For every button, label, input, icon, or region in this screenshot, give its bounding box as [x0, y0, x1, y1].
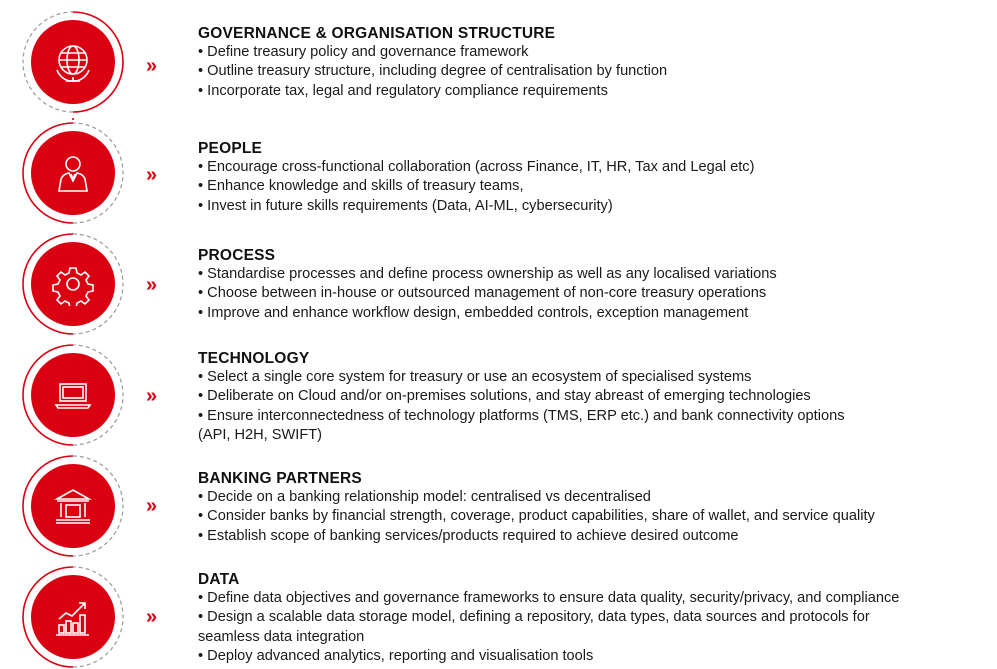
bullet-item: • Choose between in-house or outsourced management of non-core treasury operations: [198, 284, 993, 303]
bullet-item: • Improve and enhance workflow design, embedded controls, exception management: [198, 304, 993, 323]
chevron-icon: »: [146, 164, 156, 186]
section-heading: PEOPLE: [198, 140, 263, 157]
growth-chart-icon: [51, 595, 95, 639]
bullet-item: • Consider banks by financial strength, coverage, product capabilities, share of wallet, and service quality: [198, 507, 993, 526]
gear-icon: [51, 262, 95, 306]
data-badge: [21, 565, 125, 669]
section-heading: PROCESS: [198, 247, 276, 264]
icon-disc: [31, 131, 115, 215]
bullet-list: [198, 158, 993, 216]
governance-badge: [21, 10, 125, 114]
laptop-icon: [51, 373, 95, 417]
icon-disc: [31, 464, 115, 548]
banking-badge: [21, 454, 125, 558]
icon-disc: [31, 20, 115, 104]
bullet-item: • Outline treasury structure, including degree of centralisation by function: [198, 62, 993, 81]
bullet-item: • Ensure interconnectedness of technology platforms (TMS, ERP etc.) and bank connectivity options: [198, 407, 993, 426]
bullet-item: • Incorporate tax, legal and regulatory compliance requirements: [198, 82, 993, 101]
bullet-item: • Encourage cross-functional collaboration (across Finance, IT, HR, Tax and Legal etc): [198, 158, 993, 177]
chevron-icon: »: [146, 606, 156, 628]
bullet-item: • Enhance knowledge and skills of treasury teams,: [198, 177, 993, 196]
chevron-icon: »: [146, 385, 156, 407]
chevron-icon: »: [146, 274, 156, 296]
bullet-list: [198, 368, 993, 446]
section-heading: DATA: [198, 571, 240, 588]
bullet-item: • Define treasury policy and governance framework: [198, 43, 993, 62]
bullet-item: • Decide on a banking relationship model: centralised vs decentralised: [198, 488, 993, 507]
icon-disc: [31, 242, 115, 326]
bullet-item: • Design a scalable data storage model, defining a repository, data types, data sources and protocols for: [198, 608, 993, 627]
people-badge: [21, 121, 125, 225]
bullet-list: [198, 589, 993, 667]
section-heading: TECHNOLOGY: [198, 350, 310, 367]
bullet-list: [198, 43, 993, 101]
technology-badge: [21, 343, 125, 447]
bullet-item: • Establish scope of banking services/products required to achieve desired outcome: [198, 527, 993, 546]
process-badge: [21, 232, 125, 336]
icon-disc: [31, 353, 115, 437]
bullet-list: [198, 488, 993, 546]
bullet-list: [198, 265, 993, 323]
section-heading: GOVERNANCE & ORGANISATION STRUCTURE: [198, 25, 556, 42]
bullet-continuation: seamless data integration: [198, 628, 365, 645]
bullet-item: • Invest in future skills requirements (Data, AI-ML, cybersecurity): [198, 197, 993, 216]
globe-icon: [51, 40, 95, 84]
chevron-icon: »: [146, 55, 156, 77]
bullet-item: • Standardise processes and define process ownership as well as any localised variations: [198, 265, 993, 284]
section-heading: BANKING PARTNERS: [198, 470, 362, 487]
bank-icon: [51, 484, 95, 528]
bullet-item: • Deploy advanced analytics, reporting and visualisation tools: [198, 647, 993, 666]
bullet-continuation: (API, H2H, SWIFT): [198, 427, 323, 444]
person-icon: [51, 151, 95, 195]
chevron-icon: »: [146, 495, 156, 517]
bullet-item: • Deliberate on Cloud and/or on-premises solutions, and stay abreast of emerging technologies: [198, 387, 993, 406]
bullet-item: • Select a single core system for treasury or use an ecosystem of specialised systems: [198, 368, 993, 387]
icon-disc: [31, 575, 115, 659]
bullet-item: • Define data objectives and governance frameworks to ensure data quality, security/privacy, and compliance: [198, 589, 993, 608]
